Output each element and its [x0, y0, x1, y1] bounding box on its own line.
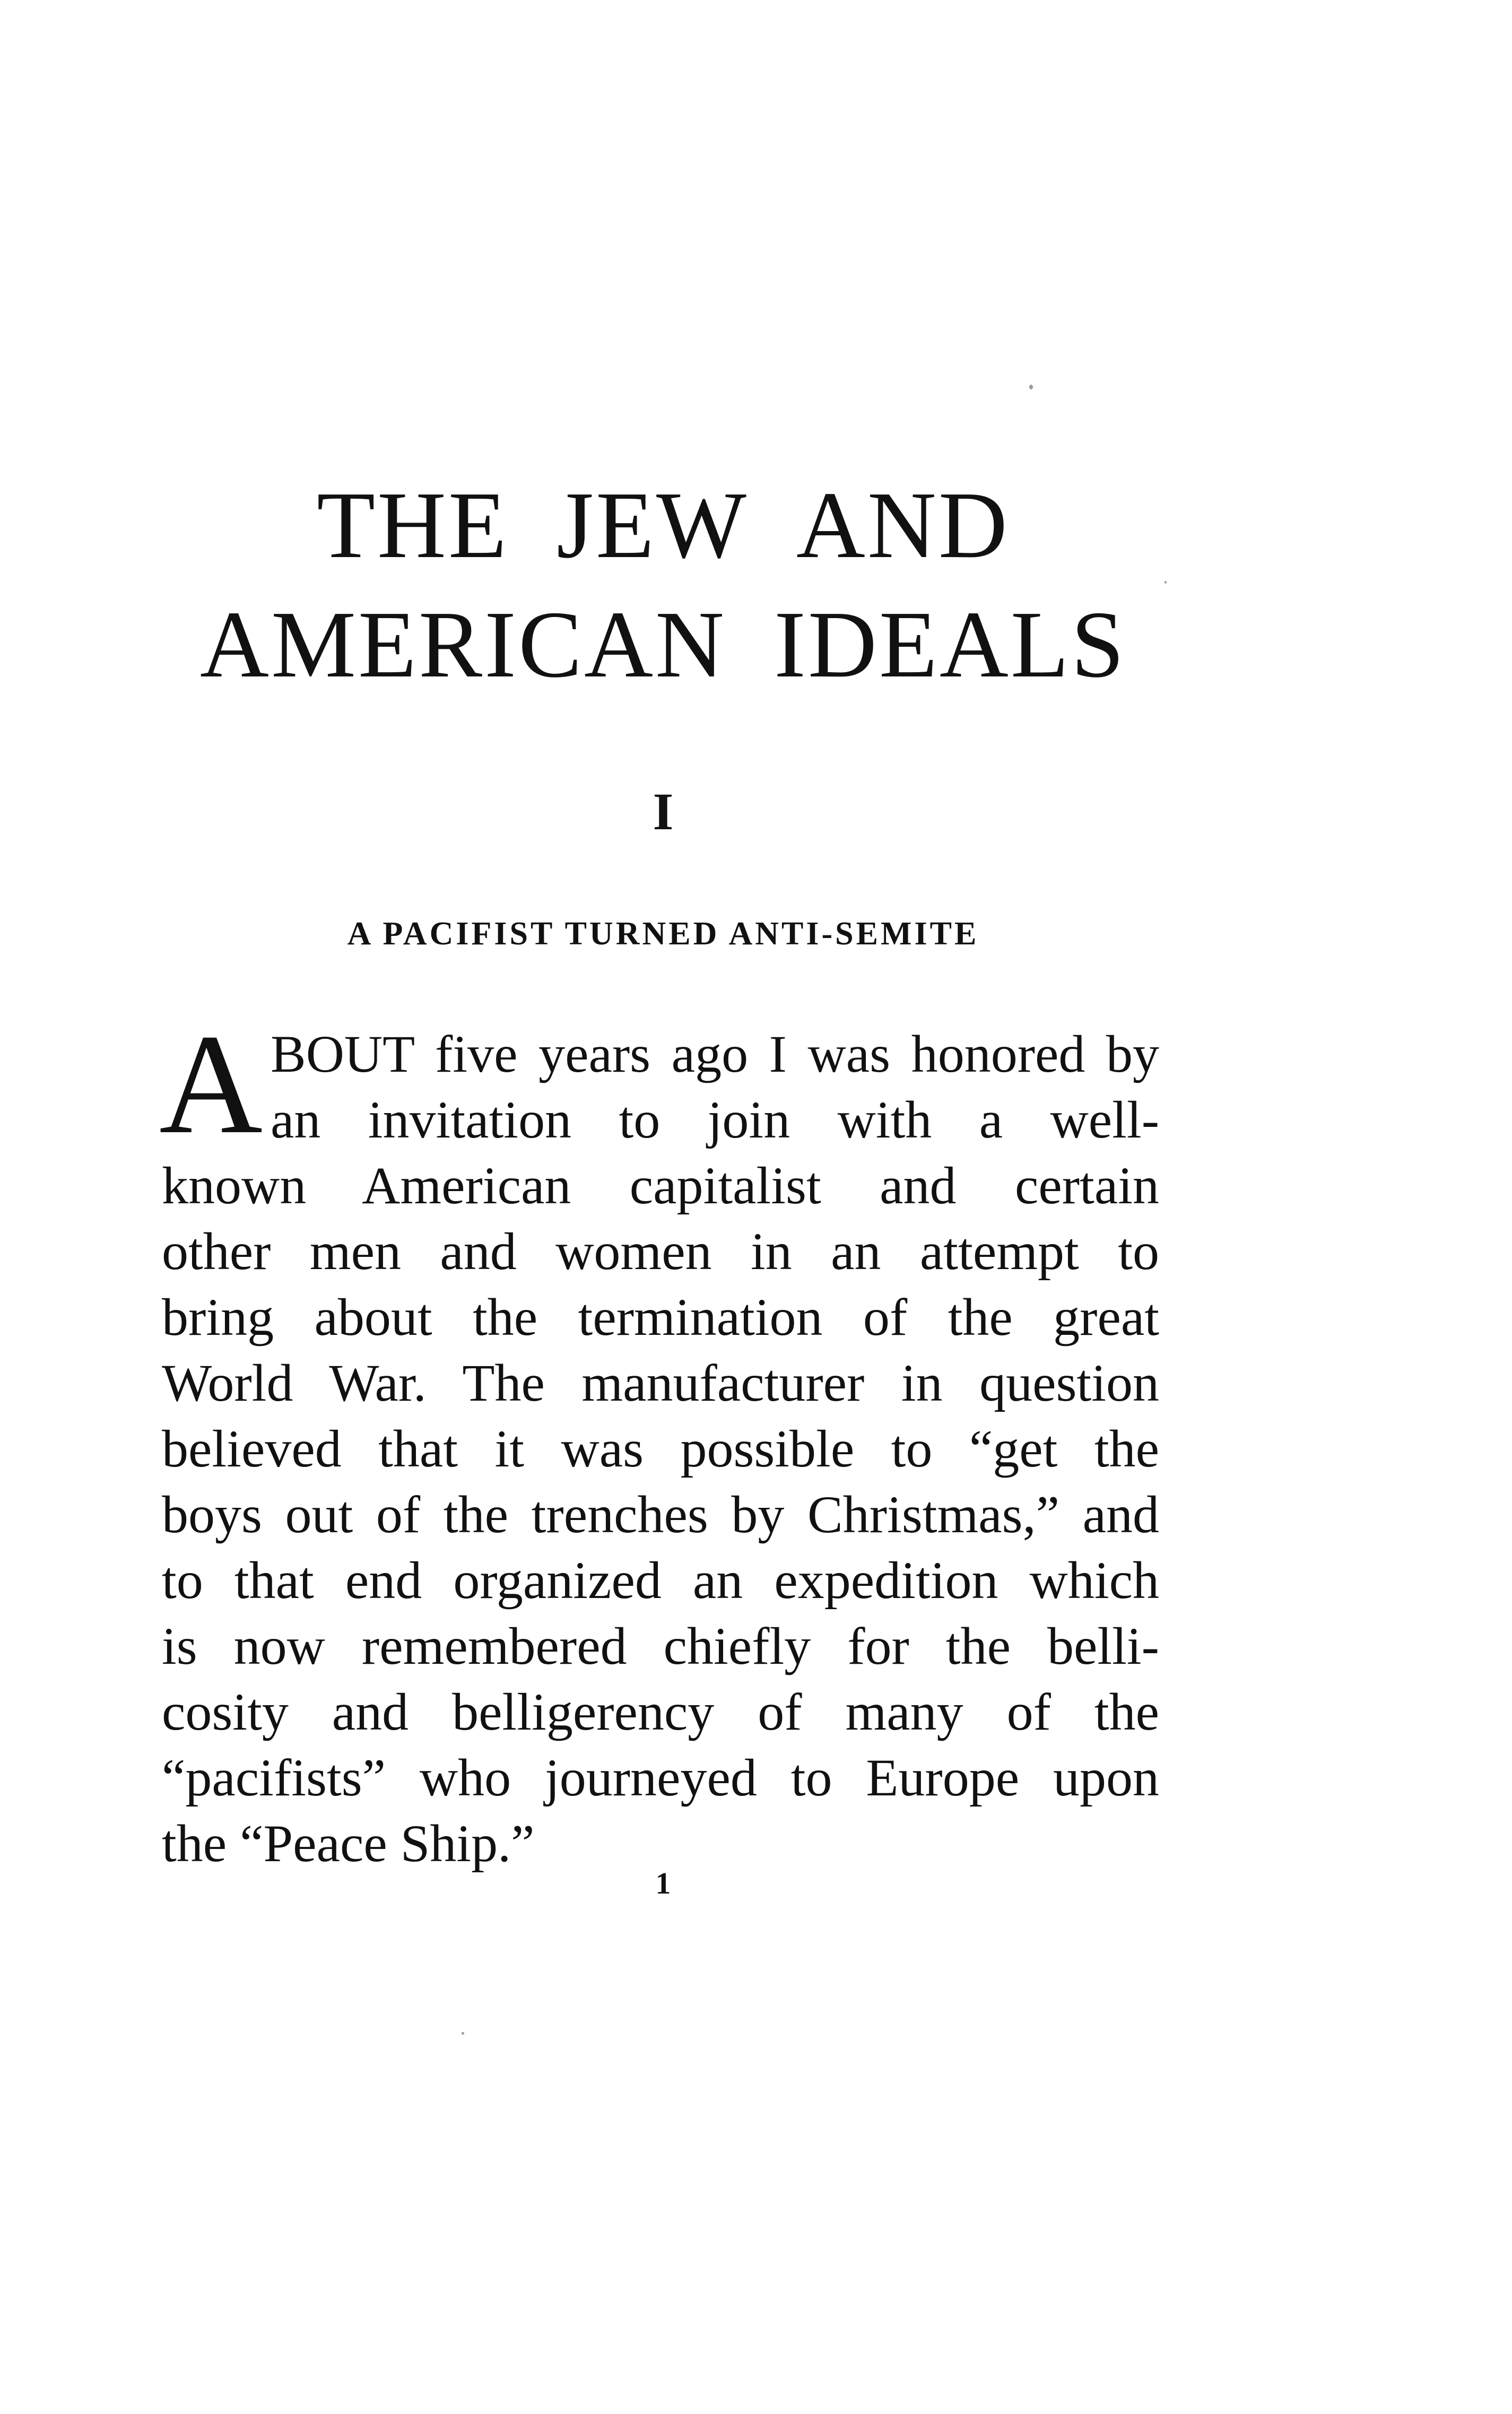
scan-speck	[1029, 385, 1033, 389]
title-word: JEW	[557, 472, 749, 578]
paragraph-line: to that end organized an expedition which	[162, 1551, 1159, 1610]
paragraph-line: BOUT five years ago I was honored by	[271, 1024, 1159, 1083]
scan-speck	[462, 2032, 464, 2035]
chapter-number: I	[653, 782, 674, 841]
page-title-line-2	[159, 592, 1167, 698]
paragraph-line: World War. The manufacturer in question	[162, 1353, 1159, 1412]
paragraph-line: “pacifists” who journeyed to Europe upon	[162, 1748, 1159, 1807]
title-word: THE	[317, 472, 509, 578]
paragraph-line: is now remembered chiefly for the belli-	[162, 1617, 1159, 1675]
title-word: AND	[796, 472, 1010, 578]
drop-cap-initial: A	[159, 1005, 263, 1163]
paragraph-line: known American capitalist and certain	[162, 1156, 1159, 1215]
title-word: AMERICAN	[200, 592, 727, 697]
paragraph-line: the “Peace Ship.”	[162, 1814, 535, 1873]
chapter-title: A PACIFIST TURNED ANTI-SEMITE	[347, 916, 979, 952]
body-paragraph	[159, 1005, 1159, 1877]
paragraph-line: other men and women in an attempt to	[162, 1222, 1159, 1281]
title-word: IDEALS	[774, 592, 1126, 697]
page-number: 1	[655, 1866, 671, 1900]
page-title-line-1	[159, 472, 1167, 578]
scan-speck	[1165, 581, 1167, 584]
paragraph-line: an invitation to join with a well-	[271, 1090, 1159, 1149]
paragraph-line: believed that it was possible to “get the	[162, 1419, 1159, 1478]
paragraph-line: bring about the termination of the great	[162, 1288, 1159, 1347]
paragraph-line: cosity and belligerency of many of the	[162, 1682, 1159, 1741]
paragraph-line: boys out of the trenches by Christmas,” and	[162, 1485, 1159, 1544]
